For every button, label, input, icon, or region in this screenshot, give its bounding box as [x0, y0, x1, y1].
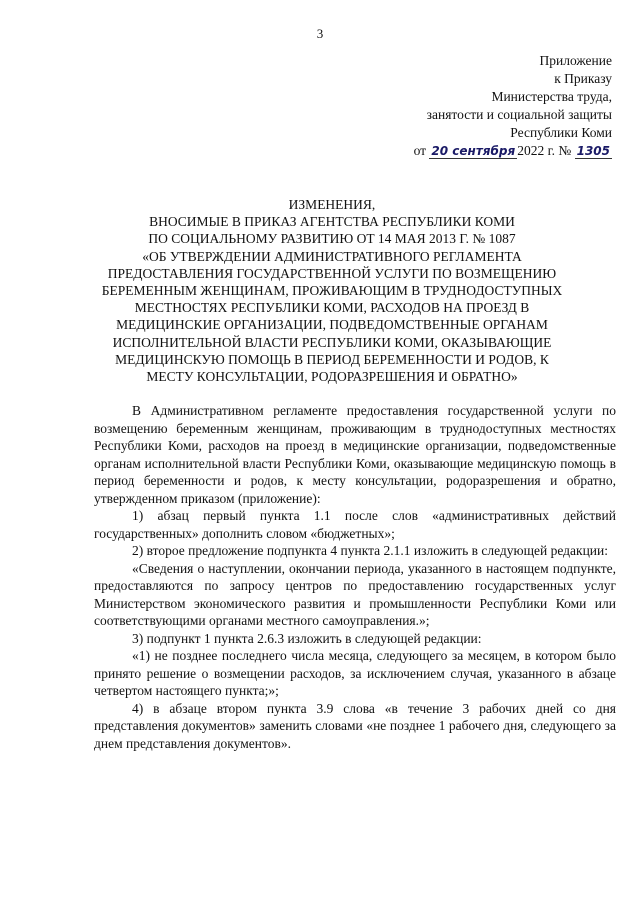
- handwritten-number: 1305: [576, 144, 610, 158]
- approval-line: занятости и социальной защиты: [426, 107, 612, 122]
- title-line: «ОБ УТВЕРЖДЕНИИ АДМИНИСТРАТИВНОГО РЕГЛАМЕНТА: [142, 248, 522, 264]
- date-prefix: от: [413, 143, 427, 158]
- title-line: МЕДИЦИНСКИЕ ОРГАНИЗАЦИИ, ПОДВЕДОМСТВЕННЫЕ ОРГАНАМ: [116, 317, 548, 333]
- document-title: [92, 196, 572, 385]
- title-line: БЕРЕМЕННЫМ ЖЕНЩИНАМ, ПРОЖИВАЮЩИМ В ТРУДНОДОСТУПНЫХ: [101, 283, 563, 299]
- body-paragraph: 1) абзац первый пункта 1.1 после слов «административных действий государственных» дополнить словом «бюджетных»;: [94, 508, 616, 541]
- body-paragraph: 4) в абзаце втором пункта 3.9 слова «в течение 3 рабочих дней со дня представления документов» заменить словами «не позднее 1 рабочего дня, следующего за днем представления документов».: [94, 700, 616, 751]
- title-line: МЕДИЦИНСКУЮ ПОМОЩЬ В ПЕРИОД БЕРЕМЕННОСТИ И РОДОВ, К: [115, 351, 549, 367]
- body-paragraph: В Административном регламенте предоставления государственной услуги по возмещению беременным женщинам, проживающим в труднодоступных местностях Республики Коми, расходов на проезд в медицинские организации, подведомственные органам исполнительной власти Республики Коми, оказывающие медицинскую помощь в период беременности и родов, к месту консультации, родоразрешения и обратно, утвержденном приказом (приложение):: [94, 403, 616, 506]
- title-line: ИСПОЛНИТЕЛЬНОЙ ВЛАСТИ РЕСПУБЛИКИ КОМИ, ОКАЗЫВАЮЩИЕ: [112, 334, 552, 350]
- body-paragraph: «Сведения о наступлении, окончании периода, указанного в настоящем подпункте, предоставляются по запросу центров по предоставлению государственных услуг Министерством экономического развития и промышленности Республики Коми или соответствующими органами местного самоуправления.»;: [94, 560, 616, 628]
- approval-stamp: [414, 52, 612, 160]
- title-line: ИЗМЕНЕНИЯ,: [288, 197, 376, 212]
- approval-line: Министерства труда,: [491, 89, 612, 104]
- approval-line: Республики Коми: [510, 125, 612, 140]
- body-paragraph: 2) второе предложение подпункта 4 пункта 2.1.1 изложить в следующей редакции:: [132, 543, 608, 558]
- body-paragraph: 3) подпункт 1 пункта 2.6.3 изложить в следующей редакции:: [132, 630, 482, 646]
- title-line: МЕСТНОСТЯХ РЕСПУБЛИКИ КОМИ, РАСХОДОВ НА ПРОЕЗД В: [134, 300, 530, 316]
- page-number: 3: [316, 26, 324, 41]
- title-line: ПРЕДОСТАВЛЕНИЯ ГОСУДАРСТВЕННОЙ УСЛУГИ ПО ВОЗМЕЩЕНИЮ: [107, 265, 557, 281]
- approval-date-line: [414, 142, 612, 160]
- title-line: ПО СОЦИАЛЬНОМУ РАЗВИТИЮ ОТ 14 МАЯ 2013 Г. № 1087: [148, 231, 516, 247]
- handwritten-date: 20 сентября: [431, 144, 516, 158]
- approval-line: к Приказу: [554, 71, 612, 86]
- approval-line: Приложение: [539, 53, 612, 68]
- year-text: 2022 г. №: [517, 143, 572, 158]
- title-line: ВНОСИМЫЕ В ПРИКАЗ АГЕНТСТВА РЕСПУБЛИКИ КОМИ: [149, 214, 515, 230]
- body-paragraph: «1) не позднее последнего числа месяца, следующего за месяцем, в котором было принято решение о возмещении расходов, за исключением случая, указанного в абзаце четвертом настоящего пункта;»;: [94, 648, 616, 698]
- title-line: МЕСТУ КОНСУЛЬТАЦИИ, РОДОРАЗРЕШЕНИЯ И ОБРАТНО»: [146, 369, 518, 385]
- document-body: [94, 402, 616, 752]
